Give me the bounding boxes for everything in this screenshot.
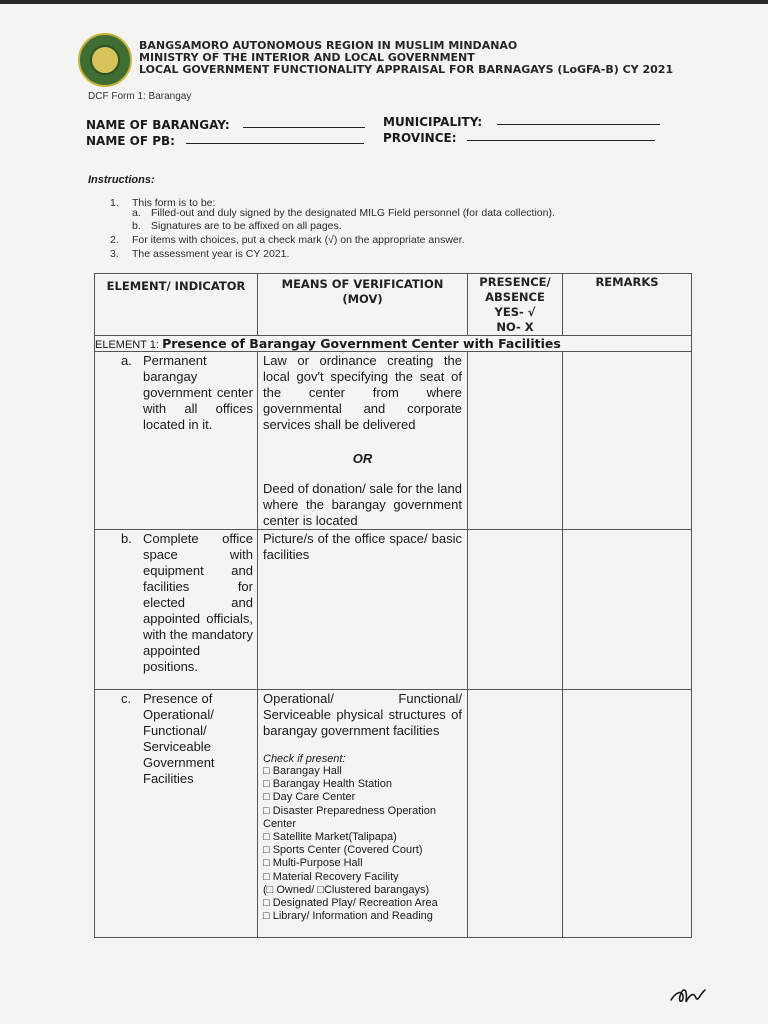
facility-checkbox-item[interactable]: □ Designated Play/ Recreation Area — [263, 897, 438, 910]
facility-checkbox-item[interactable]: □ Day Care Center — [263, 791, 356, 804]
instruction-1a-text: Filled-out and duly signed by the designated MILG Field personnel (for data collection). — [151, 207, 555, 219]
facility-checkbox-item[interactable]: □ Sports Center (Covered Court) — [263, 844, 423, 857]
facility-checkbox-item[interactable]: □ Barangay Hall — [263, 765, 342, 777]
barangay-blank-line — [243, 127, 365, 128]
seal-center — [90, 45, 120, 75]
instruction-2-number: 2. — [110, 234, 119, 246]
indicator-a-letter: a. — [121, 353, 132, 368]
instruction-1b-text: Signatures are to be affixed on all pages. — [151, 220, 342, 232]
facility-checkbox-item[interactable]: □ Material Recovery Facility — [263, 870, 399, 883]
instruction-3-number: 3. — [110, 248, 119, 260]
municipality-blank-line — [497, 124, 660, 125]
facility-checkbox-item[interactable]: □ Satellite Market(Talipapa) — [263, 831, 397, 844]
province-field-label: PROVINCE: — [383, 131, 457, 145]
element-1-row — [95, 336, 692, 352]
indicator-c-text: Presence of Operational/ Functional/ Serviceable Government Facilities — [143, 691, 215, 786]
mov-a-or: OR — [352, 451, 373, 466]
municipality-field-label: MUNICIPALITY: — [383, 115, 483, 129]
appraisal-table — [94, 273, 692, 938]
col-remarks-header — [563, 274, 692, 336]
barangay-field-label: NAME OF BARANGAY: — [86, 118, 230, 132]
indicator-a-cell — [95, 352, 258, 530]
instruction-1-number: 1. — [110, 197, 119, 209]
table-row — [95, 690, 692, 938]
scan-top-edge — [0, 0, 768, 4]
pb-field-label: NAME OF PB: — [86, 134, 175, 148]
col3-line1: PRESENCE/ — [479, 275, 551, 289]
element-1-title: Presence of Barangay Government Center with Facilities — [162, 336, 561, 351]
instruction-1b-letter: b. — [132, 220, 141, 232]
instructions-title: Instructions: — [88, 174, 155, 186]
facility-checkbox-item[interactable]: □ Library/ Information and Reading — [263, 910, 433, 923]
instruction-1a-letter: a. — [132, 207, 141, 219]
remarks-b-cell[interactable] — [563, 530, 692, 690]
element-1-prefix: ELEMENT 1: — [95, 339, 159, 351]
mov-b-text: Picture/s of the office space/ basic facilities — [263, 531, 462, 562]
mov-c-cell — [258, 690, 468, 938]
pb-blank-line — [186, 143, 364, 144]
bangsamoro-seal-logo — [78, 33, 132, 87]
indicator-b-cell — [95, 530, 258, 690]
header-line-3: LOCAL GOVERNMENT FUNCTIONALITY APPRAISAL FOR BARNAGAYS (LoGFA-B) CY 2021 — [139, 63, 674, 76]
remarks-a-cell[interactable] — [563, 352, 692, 530]
presence-c-cell[interactable] — [468, 690, 563, 938]
element-1-cell — [95, 336, 692, 352]
indicator-c-cell — [95, 690, 258, 938]
mov-c-text: Operational/ Functional/ Serviceable physical structures of barangay government facilities — [263, 691, 462, 738]
instruction-3-text: The assessment year is CY 2021. — [132, 248, 290, 260]
table-row — [95, 352, 692, 530]
document-header — [139, 40, 673, 76]
indicator-a-text: Permanent barangay government center with all offices located in it. — [143, 353, 253, 432]
province-blank-line — [467, 140, 655, 141]
facility-checkbox-item[interactable]: □ Barangay Health Station — [263, 778, 392, 791]
instruction-2-text: For items with choices, put a check mark (√) on the appropriate answer. — [132, 234, 465, 246]
facility-checkbox-item[interactable]: □ Multi-Purpose Hall — [263, 857, 363, 870]
table-row — [95, 530, 692, 690]
mov-a-text-2: Deed of donation/ sale for the land where the barangay government center is located — [263, 481, 462, 528]
col2-label: MEANS OF VERIFICATION (MOV) — [281, 277, 444, 306]
presence-a-cell[interactable] — [468, 352, 563, 530]
mov-a-cell — [258, 352, 468, 530]
check-if-present-label: Check if present: — [263, 753, 346, 765]
header-line-2: MINISTRY OF THE INTERIOR AND LOCAL GOVERNMENT — [139, 51, 475, 64]
handwritten-signature — [668, 982, 708, 1008]
col3-line4: NO- X — [496, 320, 534, 334]
col3-line2: ABSENCE — [485, 290, 545, 304]
col1-label: ELEMENT/ INDICATOR — [106, 279, 246, 293]
form-number: DCF Form 1: Barangay — [88, 91, 192, 102]
col-mov-header — [258, 274, 468, 336]
col-presence-header — [468, 274, 563, 336]
indicator-b-text: Complete office space with equipment and facilities for elected and appointed officials, with the mandatory appointed positions. — [143, 531, 253, 674]
facility-checkbox-item[interactable]: □ Disaster Preparedness Operation Center — [263, 804, 436, 830]
col-element-indicator-header — [95, 274, 258, 336]
mov-a-text-1: Law or ordinance creating the local gov't specifying the seat of the center from where governmental and corporate services shall be delivered — [263, 353, 462, 432]
header-line-1: BANGSAMORO AUTONOMOUS REGION IN MUSLIM MINDANAO — [139, 39, 518, 52]
table-header-row — [95, 274, 692, 336]
indicator-b-letter: b. — [121, 531, 132, 546]
mov-b-cell — [258, 530, 468, 690]
col4-label: REMARKS — [595, 275, 659, 289]
ownership-checkbox-item[interactable]: (□ Owned/ □Clustered barangays) — [263, 883, 430, 896]
indicator-c-letter: c. — [121, 691, 132, 706]
instruction-1-text: This form is to be: — [132, 197, 216, 209]
presence-b-cell[interactable] — [468, 530, 563, 690]
remarks-c-cell[interactable] — [563, 690, 692, 938]
col3-line3: YES- √ — [494, 305, 536, 319]
